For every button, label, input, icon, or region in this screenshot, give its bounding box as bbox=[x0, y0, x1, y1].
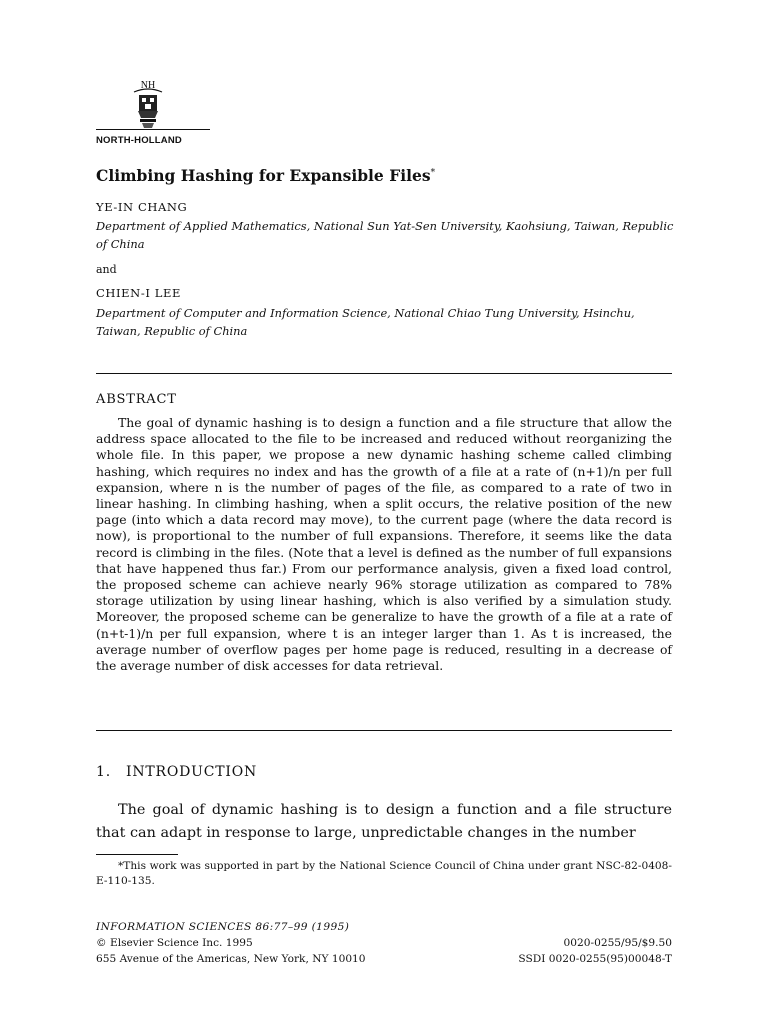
abstract-bottom-rule bbox=[96, 730, 672, 731]
author-1-affiliation: Department of Applied Mathematics, National Sun Yat-Sen University, Kaohsiung, Taiwan, Republic of China bbox=[96, 219, 674, 251]
footnote-rule bbox=[96, 854, 178, 855]
footnote bbox=[96, 859, 672, 889]
paper-title-text: Climbing Hashing for Expansible Files bbox=[96, 166, 431, 185]
introduction-body bbox=[96, 799, 672, 844]
footnote-text: *This work was supported in part by the National Science Council of China under grant NSC-82-0408-E-110-135. bbox=[96, 860, 672, 887]
section-title: INTRODUCTION bbox=[126, 764, 258, 780]
author-1-name: YE-IN CHANG bbox=[96, 200, 188, 214]
logo-initials: NH bbox=[140, 80, 156, 91]
abstract-body bbox=[96, 415, 672, 674]
ssdi-line: SSDI 0020-0255(95)00048-T bbox=[518, 953, 672, 965]
journal-info bbox=[96, 919, 672, 967]
author-2-name: CHIEN-I LEE bbox=[96, 286, 181, 300]
title-footnote-mark: * bbox=[430, 167, 436, 178]
introduction-paragraph: The goal of dynamic hashing is to design a function and a file structure that can adapt in response to large, unpredictable changes in the number bbox=[96, 802, 672, 841]
journal-citation: INFORMATION SCIENCES 86:77–99 (1995) bbox=[96, 921, 350, 933]
paper-title bbox=[96, 166, 435, 185]
issn-line: 0020-0255/95/$9.50 bbox=[563, 937, 672, 949]
author-conjunction: and bbox=[96, 263, 117, 276]
copyright-line: © Elsevier Science Inc. 1995 bbox=[96, 937, 253, 949]
section-number: 1. bbox=[96, 764, 111, 780]
logo-rule bbox=[96, 129, 210, 130]
abstract-heading: ABSTRACT bbox=[96, 392, 177, 407]
publisher-name: NORTH-HOLLAND bbox=[96, 135, 182, 146]
author-2-affiliation: Department of Computer and Information Science, National Chiao Tung University, Hsinchu, Taiwan, Republic of China bbox=[96, 306, 635, 338]
abstract-paragraph: The goal of dynamic hashing is to design a function and a file structure that allow the address space allocated to the file to be increased and reduced without reorganizing the whole file. In this paper, we propose a new dynamic hashing scheme called climbing hashing, which requires no index and has the growth of a file at a rate of (n+1)/n per full expansion, where n is the number of pages of the file, as compared to a rate of two in linear hashing. In climbing hashing, when a split occurs, the relative position of the new page (into which a data record may move), to the current page (where the data record is now), is proportional to the number of full expansions. Therefore, it seems like the data record is climbing in the files. (Note that a level is defined as the number of full expansions that have happened thus far.) From our performance analysis, given a fixed load control, the proposed scheme can achieve nearly 96% storage utilization as compared to 78% storage utilization by using linear hashing, which is also verified by a simulation study. Moreover, the proposed scheme can be generalize to have the growth of a file at a rate of (n+t-1)/n per full expansion, where t is an integer larger than 1. As t is increased, the average number of overflow pages per home page is reduced, resulting in a decrease of the average number of disk accesses for data retrieval. bbox=[96, 415, 672, 674]
section-heading bbox=[96, 764, 257, 780]
publisher-logo bbox=[126, 78, 170, 130]
abstract-top-rule bbox=[96, 373, 672, 374]
publisher-logo-icon bbox=[126, 78, 170, 130]
publisher-address: 655 Avenue of the Americas, New York, NY 10010 bbox=[96, 953, 366, 965]
